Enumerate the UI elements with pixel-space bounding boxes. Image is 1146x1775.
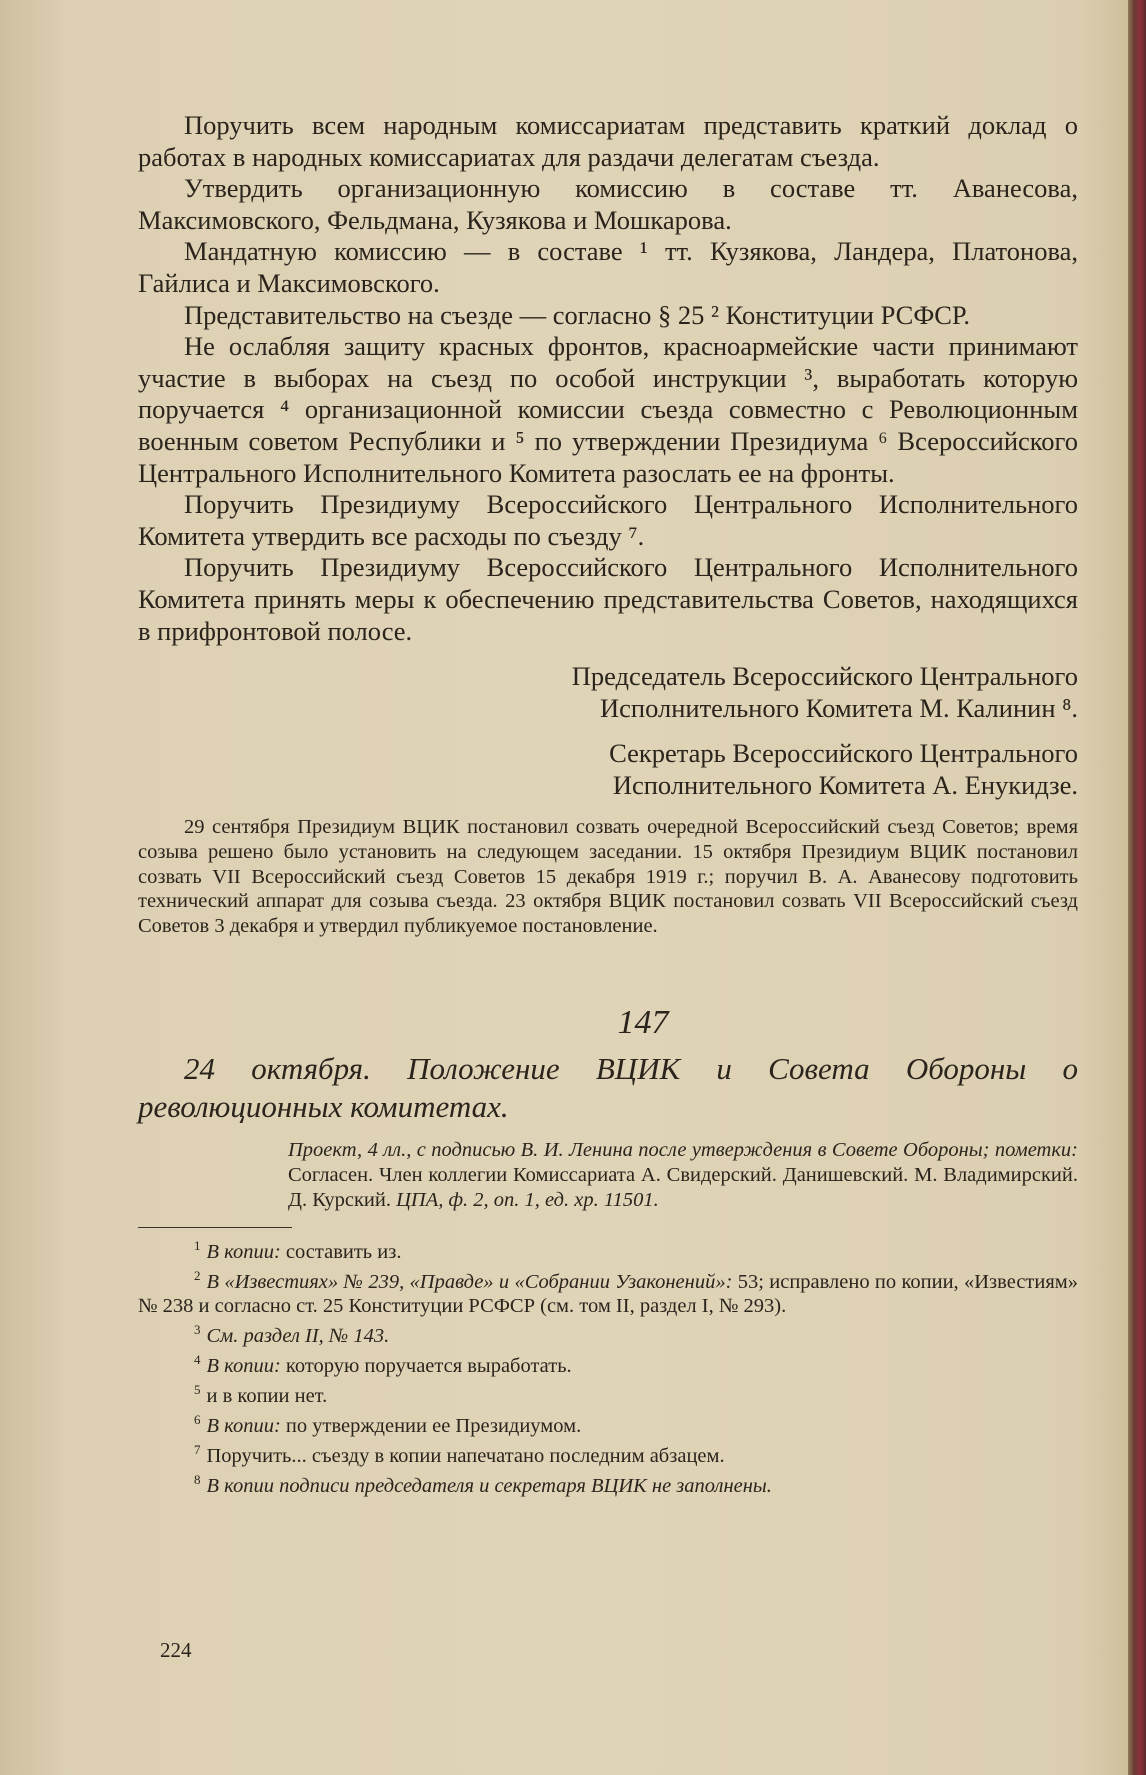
footnote-italic: В копии подписи председателя и секретаря ВЦИК не заполнены. [206,1475,772,1498]
archival-source [288,1138,1078,1212]
footnote-marker: 1 [194,1237,201,1253]
footnote-2 [138,1264,1078,1318]
footnote-marker: 6 [194,1412,201,1428]
footnote-3 [138,1318,1078,1348]
footnote-italic: См. раздел II, № 143. [206,1324,390,1347]
page-number: 224 [160,1638,192,1662]
paragraph-2: Утвердить организационную комиссию в составе тт. Аванесова, Максимовского, Фельдмана, Кузякова и Мошкарова. [138,173,1078,235]
source-description: Проект, 4 лл., с подписью В. И. Ленина после утверждения в Совете Обороны; пометки: [288,1139,1078,1162]
paragraph-7: Поручить Президиуму Всероссийского Центрального Исполнительного Комитета принять меры к обеспечению представительства Советов, находящихся в прифронтовой полосе. [138,552,1078,646]
paragraph-1: Поручить всем народным комиссариатам представить краткий доклад о работах в народных комиссариатах для раздачи делегатам съезда. [138,110,1078,172]
paragraph-3: Мандатную комиссию — в составе ¹ тт. Кузякова, Ландера, Платонова, Гайлиса и Максимовского. [138,236,1078,298]
source-archive-reference: ЦПА, ф. 2, оп. 1, ед. хр. 11501. [396,1189,659,1212]
paragraph-6: Поручить Президиуму Всероссийского Центрального Исполнительного Комитета утвердить все расходы по съезду ⁷. [138,489,1078,551]
footnote-7 [138,1438,1078,1468]
chairman-signature-line-2: Исполнительного Комитета М. Калинин ⁸. [600,692,1078,723]
paragraph-5: Не ослабляя защиту красных фронтов, красноармейские части принимают участие в выборах на съезд по особой инструкции ³, выработать которую поручается ⁴ организационной комиссии съезда совместно с Революционным военным советом Республики и ⁵ по утверждении Президиума ⁶ Всероссийского Центрального Исполнительного Комитета разослать ее на фронты. [138,331,1078,488]
source-endorsement: Согласен. Член коллегии Комиссариата А. Свидерский. Данишевский. М. Владимирский. Д. Курский. [288,1164,1078,1212]
chairman-signature-line-1: Председатель Всероссийского Центрального [571,661,1078,692]
footnote-marker: 4 [194,1352,201,1368]
document-number: 147 [617,1004,669,1042]
footnote-marker: 7 [194,1442,201,1458]
footnote-marker: 8 [194,1472,201,1488]
footnote-8 [138,1468,1078,1498]
footnote-text: которую поручается выработать. [280,1354,572,1377]
text-column [138,110,1078,1498]
footnote-marker: 5 [194,1382,201,1398]
footnote-marker: 3 [194,1322,201,1338]
footnote-text: по утверждении ее Президиумом. [280,1415,582,1438]
footnote-italic: В копии: [206,1415,281,1438]
footnote-italic: В «Известиях» № 239, «Правде» и «Собрании Узаконений»: [206,1270,733,1293]
footnote-italic: В копии: [206,1240,281,1263]
footnote-divider [138,1227,292,1228]
secretary-signature-line-1: Секретарь Всероссийского Центрального [609,738,1078,769]
document-title: 24 октября. Положение ВЦИК и Совета Обороны о революционных комитетах. [138,1051,1078,1125]
footnote-text: составить из. [280,1240,402,1263]
footnote-text: Поручить... съезду в копии напечатано последним абзацем. [206,1445,725,1468]
paragraph-4: Представительство на съезде — согласно § 25 ² Конституции РСФСР. [184,299,970,330]
editorial-note: 29 сентября Президиум ВЦИК постановил созвать очередной Всероссийский съезд Советов; время созыва решено было установить на следующем заседании. 15 октября Президиум ВЦИК постановил созвать VII Всероссийский съезд Советов 15 декабря 1919 г.; поручил В. А. Аванесову подготовить технический аппарат для созыва съезда. 23 октября ВЦИК постановил созвать VII Всероссийский съезд Советов 3 декабря и утвердил публикуемое постановление. [138,816,1078,937]
footnote-4 [138,1348,1078,1378]
book-binding-edge [1128,0,1146,1775]
footnote-text: и в копии нет. [206,1384,328,1407]
footnote-1 [138,1234,1078,1264]
footnote-italic: В копии: [206,1354,281,1377]
footnote-5 [138,1378,1078,1408]
secretary-signature-line-2: Исполнительного Комитета А. Енукидзе. [612,769,1078,800]
footnote-6 [138,1408,1078,1438]
footnote-text: 53; исправлено по копии, «Известиям» № 238 и согласно ст. 25 Конституции РСФСР (см. том II, раздел I, № 293). [138,1270,1078,1317]
footnote-marker: 2 [194,1267,201,1283]
